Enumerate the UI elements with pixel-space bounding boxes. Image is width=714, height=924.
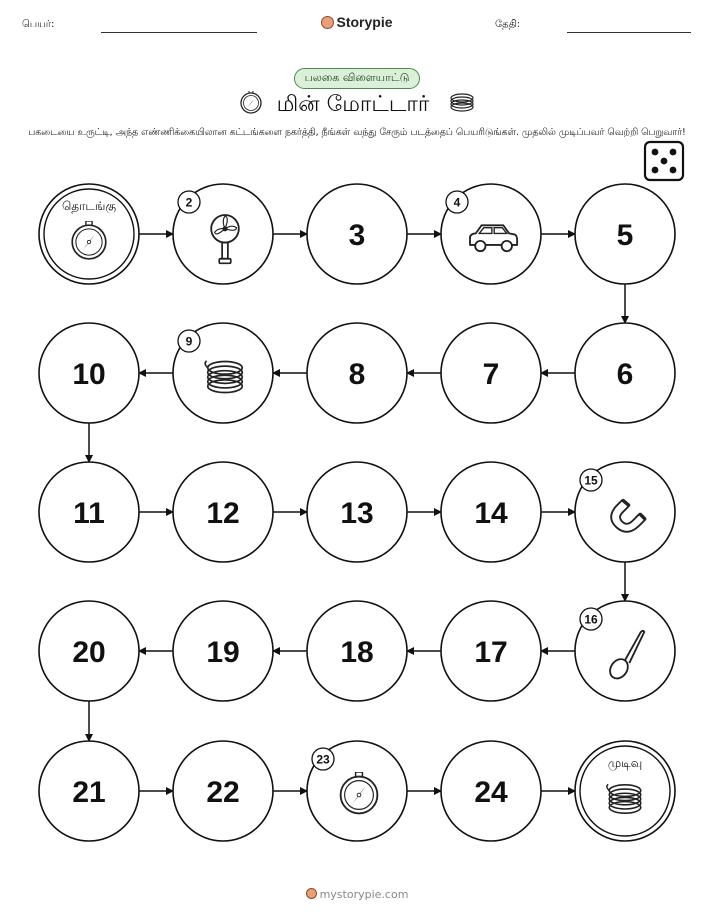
space-13[interactable] [307,462,407,562]
space-number: 7 [482,358,500,391]
space-21[interactable] [39,741,139,841]
space-number: 13 [340,497,374,530]
space-25[interactable] [575,741,675,841]
space-number: 12 [206,497,240,530]
space-number: 5 [616,219,634,252]
space-number: 21 [72,776,106,809]
space-number: 3 [348,219,366,252]
board-spaces [39,184,675,841]
space-8[interactable] [307,323,407,423]
space-15[interactable] [575,462,675,562]
space-number: 15 [584,473,598,488]
space-number: 10 [72,358,106,391]
space-number: 16 [584,612,598,627]
space-12[interactable] [173,462,273,562]
space-14[interactable] [441,462,541,562]
instructions: பகடையை உருட்டி, அந்த எண்ணிக்கையிலான கட்டங்களை நகர்த்தி, நீங்கள் வந்து சேரும் படத்தைப் பெயரிடுங்கள். முதலில் முடிப்பவர் வெற்றி பெறுவார்! [28,127,686,138]
space-number: 17 [474,636,508,669]
space-6[interactable] [575,323,675,423]
start-label: தொடங்கு [61,199,117,213]
space-number: 23 [316,752,330,767]
space-11[interactable] [39,462,139,562]
space-number: 4 [453,195,461,210]
space-4[interactable] [441,184,541,284]
space-23[interactable] [307,741,407,841]
space-16[interactable] [575,601,675,701]
space-number: 11 [73,497,105,530]
storypie-mascot-icon [306,888,317,899]
space-24[interactable] [441,741,541,841]
space-3[interactable] [307,184,407,284]
space-22[interactable] [173,741,273,841]
space-7[interactable] [441,323,541,423]
footer [0,888,714,901]
space-number: 20 [72,636,106,669]
space-number: 24 [474,776,508,809]
space-number: 22 [206,776,240,809]
space-1[interactable] [39,184,139,284]
space-number: 8 [348,358,366,391]
space-9[interactable] [173,323,273,423]
space-number: 19 [206,636,240,669]
space-2[interactable] [173,184,273,284]
space-19[interactable] [173,601,273,701]
dice-icon [645,142,683,180]
date-label: தேதி: [495,19,521,30]
name-label: பெயர்: [22,19,55,30]
space-5[interactable] [575,184,675,284]
space-number: 18 [340,636,374,669]
space-number: 14 [474,497,508,530]
space-10[interactable] [39,323,139,423]
space-20[interactable] [39,601,139,701]
finish-label: முடிவு [607,756,643,770]
title-text: மின் மோட்டார் [276,92,430,117]
space-number: 2 [185,195,193,210]
space-18[interactable] [307,601,407,701]
game-type-badge: பலகை விளையாட்டு [294,68,421,89]
space-number: 6 [616,358,634,391]
footer-url[interactable]: mystorypie.com [319,888,409,901]
space-number: 9 [185,334,193,349]
space-17[interactable] [441,601,541,701]
brand-name: Storypie [336,14,393,30]
